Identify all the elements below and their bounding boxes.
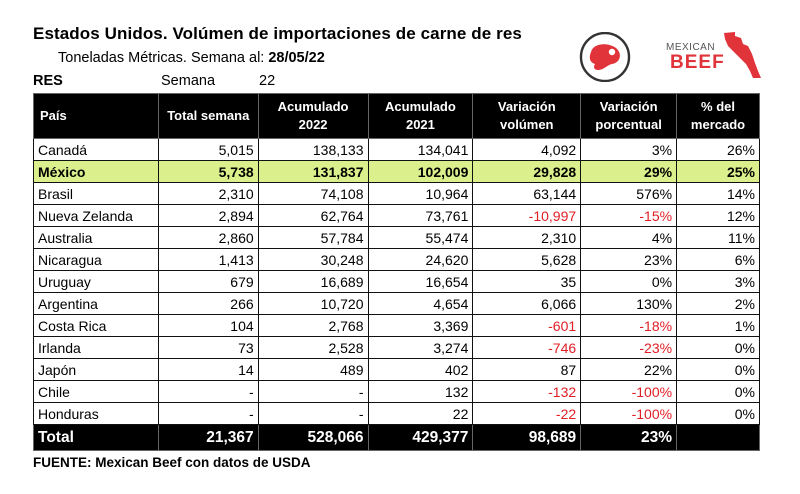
header-variacion-volumen: Variación volúmen [473,94,581,139]
table-row [34,205,760,227]
header-variacion-porcentual: Variación porcentual [581,94,677,139]
cell-var-pct: 0% [581,271,677,293]
table-row [34,337,760,359]
table-header [34,94,760,139]
cell-acum2022: 16,689 [258,271,368,293]
total-label: Total [34,425,159,451]
cell-var-pct: -18% [581,315,677,337]
cell-pais: Uruguay [34,271,159,293]
cell-pais: Irlanda [34,337,159,359]
subtitle [58,50,325,66]
cell-var-vol: 63,144 [473,183,581,205]
cell-pais: Chile [34,381,159,403]
res-label: RES [33,73,63,89]
table-row [34,139,760,161]
cell-acum2022: 131,837 [258,161,368,183]
cell-var-vol: 5,628 [473,249,581,271]
header-mercado: % del mercado [677,94,760,139]
cell-semana: 266 [158,293,258,315]
cell-var-vol: -746 [473,337,581,359]
cell-acum2021: 102,009 [368,161,473,183]
cell-var-vol: 87 [473,359,581,381]
table-row [34,227,760,249]
cell-mercado: 2% [677,293,760,315]
table-row [34,381,760,403]
subtitle-label: Toneladas Métricas. Semana al: [58,50,265,66]
cell-semana: 1,413 [158,249,258,271]
header-pais: País [34,94,159,139]
total-var-pct: 23% [581,425,677,451]
cell-mercado: 0% [677,403,760,425]
mexican-beef-logo [664,30,764,80]
cell-var-vol: 6,066 [473,293,581,315]
cell-semana: 5,015 [158,139,258,161]
cell-semana: 104 [158,315,258,337]
cell-acum2022: 2,768 [258,315,368,337]
cell-mercado: 26% [677,139,760,161]
cell-acum2021: 24,620 [368,249,473,271]
cell-pais: Argentina [34,293,159,315]
cell-pais: Nicaragua [34,249,159,271]
cell-var-vol: 29,828 [473,161,581,183]
cell-acum2021: 134,041 [368,139,473,161]
cell-var-pct: -100% [581,381,677,403]
header-acumulado-2021: Acumulado 2021 [368,94,473,139]
table-row [34,293,760,315]
cell-var-pct: 23% [581,249,677,271]
logo-line2: BEEF [670,52,725,73]
cell-mercado: 25% [677,161,760,183]
cell-var-pct: -23% [581,337,677,359]
page-title: Estados Unidos. Volúmen de importaciones de carne de res [33,24,522,43]
cell-acum2021: 22 [368,403,473,425]
cell-pais: Honduras [34,403,159,425]
cell-mercado: 11% [677,227,760,249]
cell-semana: - [158,381,258,403]
cell-pais: Japón [34,359,159,381]
cell-mercado: 1% [677,315,760,337]
cell-semana: 679 [158,271,258,293]
cell-acum2021: 4,654 [368,293,473,315]
cell-mercado: 0% [677,359,760,381]
semana-value: 22 [259,73,276,89]
cell-acum2022: - [258,381,368,403]
cell-mercado: 3% [677,271,760,293]
source-note: FUENTE: Mexican Beef con datos de USDA [33,455,311,470]
table-row [34,249,760,271]
table-total-row [34,425,760,451]
cell-acum2022: 57,784 [258,227,368,249]
imports-table [33,93,760,451]
cell-var-pct: 4% [581,227,677,249]
cell-acum2021: 3,274 [368,337,473,359]
cell-var-vol: 35 [473,271,581,293]
logo-line1: MEXICAN [666,42,716,53]
cell-var-pct: 576% [581,183,677,205]
cell-mercado: 6% [677,249,760,271]
total-mercado [677,425,760,451]
cell-pais: Costa Rica [34,315,159,337]
cell-semana: 2,310 [158,183,258,205]
cell-acum2021: 10,964 [368,183,473,205]
table-row [34,183,760,205]
cell-var-pct: 3% [581,139,677,161]
table-row [34,271,760,293]
cell-var-vol: 2,310 [473,227,581,249]
cell-pais: Canadá [34,139,159,161]
cell-var-vol: -10,997 [473,205,581,227]
total-semana: 21,367 [158,425,258,451]
cell-acum2021: 132 [368,381,473,403]
table-row [34,403,760,425]
cell-var-vol: 4,092 [473,139,581,161]
cell-mercado: 0% [677,381,760,403]
total-acum2022: 528,066 [258,425,368,451]
cell-semana: - [158,403,258,425]
cell-var-pct: 130% [581,293,677,315]
cell-var-pct: 29% [581,161,677,183]
total-acum2021: 429,377 [368,425,473,451]
cell-semana: 73 [158,337,258,359]
cell-acum2022: 74,108 [258,183,368,205]
steak-icon [574,32,636,82]
cell-mercado: 14% [677,183,760,205]
cell-acum2021: 73,761 [368,205,473,227]
header-acumulado-2022: Acumulado 2022 [258,94,368,139]
cell-acum2021: 16,654 [368,271,473,293]
cell-var-pct: -100% [581,403,677,425]
cell-acum2022: 2,528 [258,337,368,359]
cell-pais: México [34,161,159,183]
table-row-highlight [34,161,760,183]
cell-var-vol: -22 [473,403,581,425]
cell-var-vol: -601 [473,315,581,337]
cell-var-vol: -132 [473,381,581,403]
table-row [34,315,760,337]
cell-acum2021: 402 [368,359,473,381]
cell-acum2022: 489 [258,359,368,381]
cell-var-pct: 22% [581,359,677,381]
cell-pais: Australia [34,227,159,249]
cell-acum2022: 138,133 [258,139,368,161]
cell-semana: 2,860 [158,227,258,249]
cell-semana: 2,894 [158,205,258,227]
header-total-semana: Total semana [158,94,258,139]
cell-acum2021: 3,369 [368,315,473,337]
cell-pais: Nueva Zelanda [34,205,159,227]
cell-acum2022: 30,248 [258,249,368,271]
semana-label: Semana [161,73,216,89]
table-row [34,359,760,381]
cell-acum2022: 62,764 [258,205,368,227]
cell-pais: Brasil [34,183,159,205]
cell-semana: 5,738 [158,161,258,183]
cell-mercado: 0% [677,337,760,359]
cell-acum2022: 10,720 [258,293,368,315]
cell-mercado: 12% [677,205,760,227]
cell-semana: 14 [158,359,258,381]
cell-acum2022: - [258,403,368,425]
cell-var-pct: -15% [581,205,677,227]
total-var-vol: 98,689 [473,425,581,451]
cell-acum2021: 55,474 [368,227,473,249]
subtitle-date: 28/05/22 [268,50,325,66]
